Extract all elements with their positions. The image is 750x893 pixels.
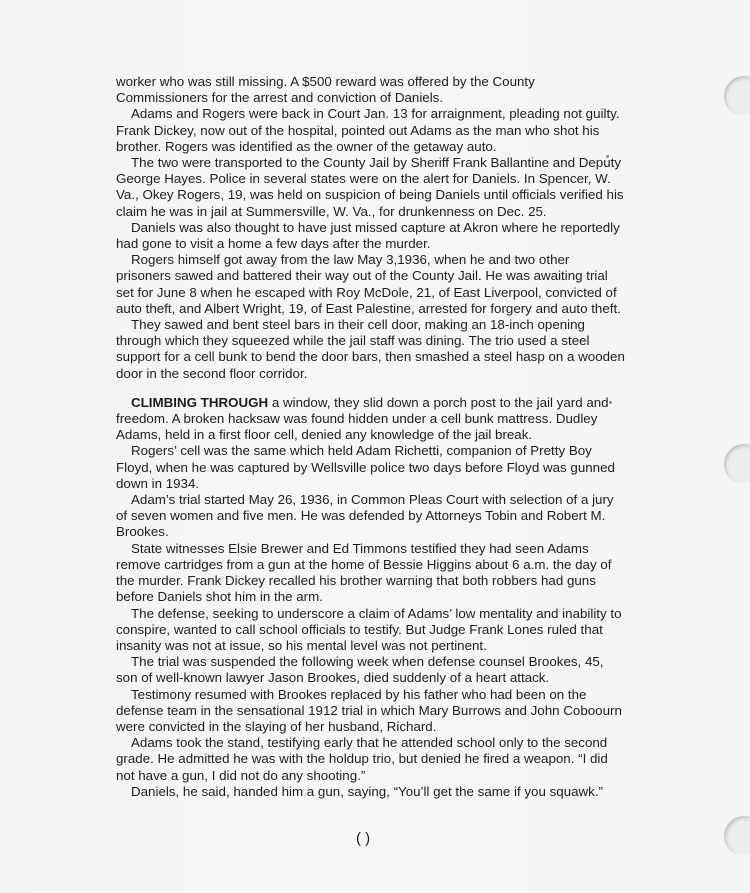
binder-hole [724,816,750,856]
paragraph: Daniels, he said, handed him a gun, saying, “You’ll get the same if you squawk.” [131,783,604,799]
paragraph: Daniels was also thought to have just missed capture at Akron where he reportedly had gone to visit a home a few days after the murder. [116,219,620,252]
paragraph: Adam’s trial started May 26, 1936, in Common Pleas Court with selection of a jury of seven women and five men. He was defended by Attorneys Tobin and Robert M. Brookes. [116,492,614,540]
paragraph-body: a window, they slid down a porch post to the jail yard and freedom. A broken hacksaw was found hidden under a cell bunk mattress. Dudley Adams, held in a first floor cell, denied any knowledge of the jail break. [116,394,609,443]
paragraph: The defense, seeking to underscore a claim of Adams’ low mentality and inability to conspire, wanted to call school officials to testify. But Judge Frank Lones ruled that insanity was not at issue, so his mental level was not pertinent. [116,605,622,653]
paragraph: Adams took the stand, testifying early that he attended school only to the second grade. He admitted he was with the holdup trio, but denied he fired a weapon. “I did not have a gun, I did not do any shooting.” [116,735,608,783]
paragraph: They sawed and bent steel bars in their cell door, making an 18-inch opening through which they squeezed while the jail staff was dining. The trio used a steel support for a cell bunk to bend the door bars, then smashed a steel hasp on a wooden door in the second floor corridor. [116,317,625,381]
paragraph-with-lead [116,395,626,444]
paragraph: Rogers’ cell was the same which held Adam Richetti, companion of Pretty Boy Floyd, when he was captured by Wellsville police two days before Floyd was gunned down in 1934. [116,443,615,491]
paragraph: Adams and Rogers were back in Court Jan. 13 for arraignment, pleading not guilty. Frank Dickey, now out of the hospital, pointed out Adams as the man who shot his brother. Rogers was identified as the owner of the getaway auto. [116,106,620,154]
paragraph: worker who was still missing. A $500 reward was offered by the County Commissioners for the arrest and conviction of Daniels. [116,74,535,106]
paragraph: State witnesses Elsie Brewer and Ed Timmons testified they had seen Adams remove cartridges from a gun at the home of Bessie Higgins about 6 a.m. the day of the murder. Frank Dickey recalled his brother warning that both robbers had guns before Daniels shot him in the arm. [116,540,612,605]
paragraph: Rogers himself got away from the law May 3,1936, when he and two other prisoners sawed and battered their way out of the County Jail. He was awaiting trial set for June 8 when he escaped with Roy McDole, 21, of East Liverpool, convicted of auto theft, and Albert Wright, 19, of East Palestine, arrested for forgery and auto theft. [116,252,621,316]
paragraph: The trial was suspended the following week when defense counsel Brookes, 45, son of well-known lawyer Jason Brookes, died suddenly of a heart attack. [116,654,604,686]
binder-hole [724,444,750,484]
page-number: ( ) [356,830,371,847]
paragraph: The two were transported to the County Jail by Sheriff Frank Ballantine and Deputy George Hayes. Police in several states were on the alert for Daniels. In Spencer, W. Va., Okey Rogers, 19, was held on suspicion of being Daniels until officials verified his claim he was in jail at Summersville, W. Va., for drunkenness on Dec. 25. [116,155,624,219]
section-lead: CLIMBING THROUGH [131,394,269,410]
article-text [116,74,626,800]
paragraph: Testimony resumed with Brookes replaced by his father who had been on the defense team in the sensational 1912 trial in which Mary Burrows and John Coboourn were convicted in the slaying of her husband, Richard. [116,686,622,734]
binder-hole [724,76,750,116]
